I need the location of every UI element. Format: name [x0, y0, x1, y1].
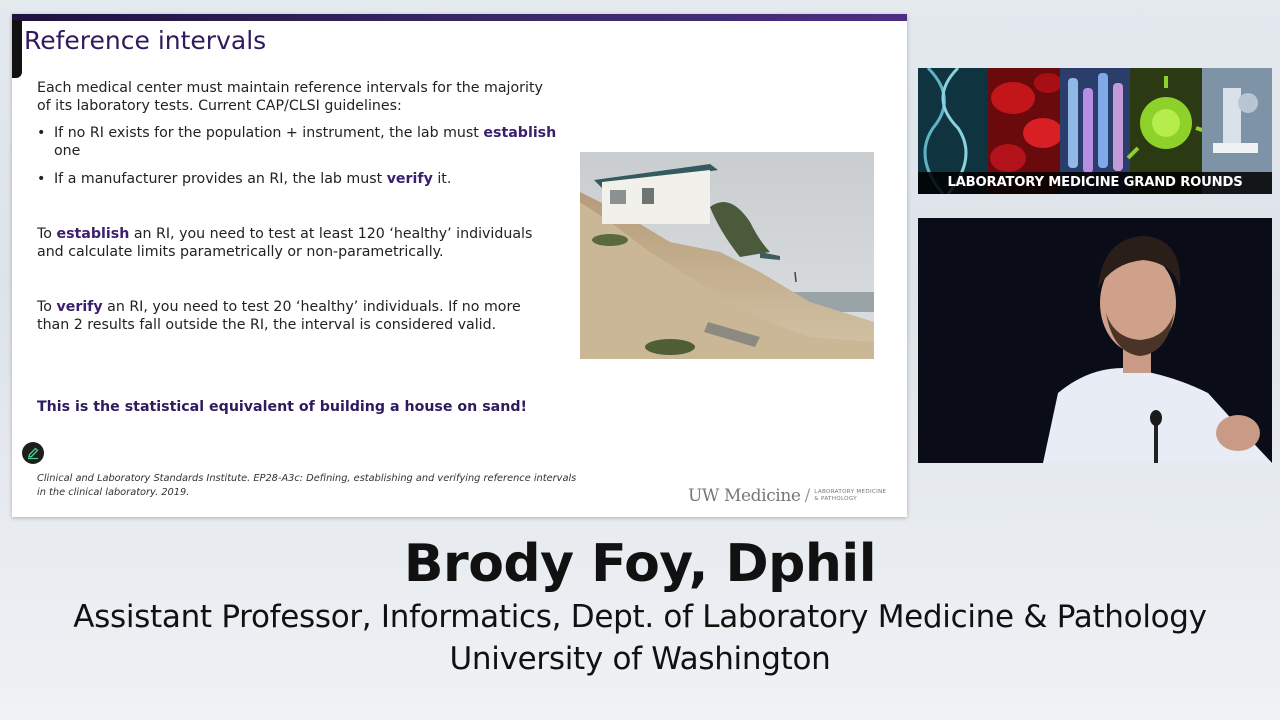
bullet-establish — [37, 124, 557, 160]
bullet-verify — [37, 170, 557, 188]
slide-title: Reference intervals — [24, 26, 267, 55]
intro-paragraph: Each medical center must maintain reference intervals for the majority of its laboratory tests. Current CAP/CLSI guidelines: — [37, 80, 543, 114]
bullet-bold-term: verify — [386, 171, 433, 187]
slide-top-bar — [12, 14, 907, 21]
bullet-text: If a manufacturer provides an RI, the lab must — [54, 171, 387, 187]
paragraph-bold-term: verify — [56, 299, 103, 315]
presentation-slide — [12, 14, 907, 517]
speaker-organization: University of Washington — [449, 641, 831, 677]
banner-label: LABORATORY MEDICINE GRAND ROUNDS — [918, 172, 1272, 194]
bullet-text: it. — [432, 171, 452, 187]
logo-main-text: UW Medicine — [688, 486, 801, 506]
establish-paragraph — [37, 225, 557, 261]
eroded-beach-house-photo — [580, 152, 874, 359]
conclusion-statement: This is the statistical equivalent of building a house on sand! — [37, 399, 527, 415]
paragraph-text: To — [37, 226, 57, 242]
logo-divider: / — [804, 486, 811, 506]
speaker-video-frame — [918, 218, 1272, 463]
logo-sub-line: & PATHOLOGY — [814, 496, 857, 502]
pencil-icon — [26, 446, 40, 460]
paragraph-text: an RI, you need to test at least 120 ‘healthy’ individuals and calculate limits parametrically or non-parametrically. — [37, 226, 533, 260]
logo-sub-line: LABORATORY MEDICINE — [814, 489, 887, 495]
speaker-title: Assistant Professor, Informatics, Dept. of Laboratory Medicine & Pathology — [73, 599, 1207, 635]
paragraph-text: To — [37, 299, 57, 315]
verify-paragraph — [37, 298, 557, 334]
citation: Clinical and Laboratory Standards Institute. EP28-A3c: Defining, establishing and verifying reference intervals in the clinical laboratory. 2019. — [37, 473, 577, 498]
bullet-text: one — [54, 143, 81, 159]
bullet-bold-term: establish — [483, 125, 557, 141]
speaker-video-feed — [918, 218, 1272, 463]
uw-medicine-logo — [688, 486, 886, 506]
paragraph-text: an RI, you need to test 20 ‘healthy’ individuals. If no more than 2 results fall outside the RI, the interval is considered valid. — [37, 299, 521, 333]
logo-subtitle — [814, 489, 886, 503]
annotation-edit-button[interactable] — [22, 442, 44, 464]
grand-rounds-banner — [918, 68, 1272, 194]
slide-title-accent — [12, 20, 22, 78]
speaker-name: Brody Foy, Dphil — [403, 534, 877, 594]
bullet-text: If no RI exists for the population + instrument, the lab must — [54, 125, 484, 141]
guideline-bullets — [37, 124, 557, 198]
paragraph-bold-term: establish — [56, 226, 130, 242]
